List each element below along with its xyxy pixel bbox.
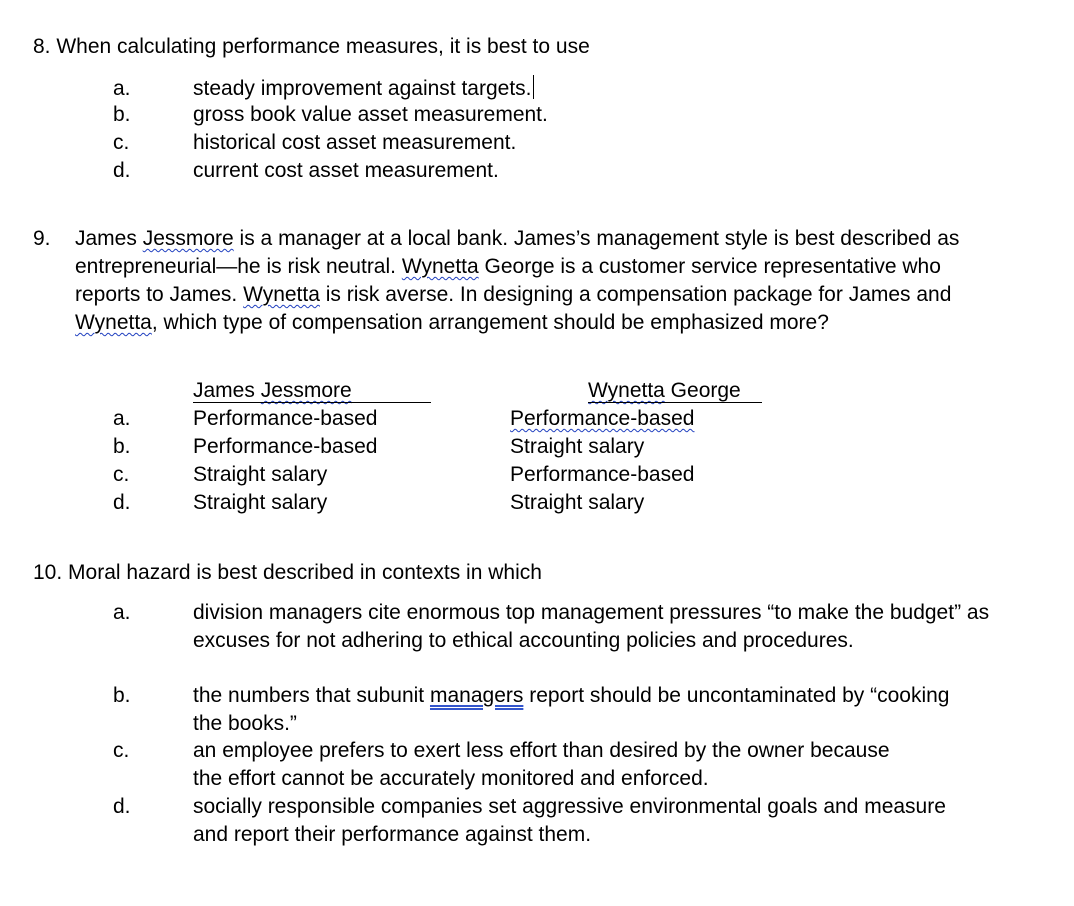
column-header-underline xyxy=(588,402,762,403)
spellcheck-word: Wynetta xyxy=(75,311,152,334)
q10-option-c-text: an employee prefers to exert less effort than desired by the owner because the effort cannot be accurately monitored and enforced. xyxy=(193,739,890,790)
q10-option-b-part: the numbers that subunit xyxy=(193,684,430,707)
q8-stem: 8. When calculating performance measures, it is best to use xyxy=(33,35,590,58)
q10-option-d-letter: d. xyxy=(113,795,131,818)
q10-option-b-part: report should be uncontaminated by “cooking the books.” xyxy=(193,684,950,735)
q8-option-a-letter: a. xyxy=(113,77,131,100)
q9-stem-part: George is a customer service representative who reports to James. xyxy=(75,255,941,306)
q8-option-a-text xyxy=(193,75,993,103)
q9-option-b-wynetta: Straight salary xyxy=(510,435,645,458)
spellcheck-word: Wynetta xyxy=(243,283,320,306)
column-header-underline xyxy=(193,402,431,403)
q8-option-b-text: gross book value asset measurement. xyxy=(193,103,548,126)
q9-stem xyxy=(75,225,975,337)
spellcheck-word: Wynetta xyxy=(588,379,665,402)
q9-option-c-letter: c. xyxy=(113,463,130,486)
q8-option-b-letter: b. xyxy=(113,103,131,126)
q9-option-d-letter: d. xyxy=(113,491,131,514)
q10-option-a-letter: a. xyxy=(113,601,131,624)
spellcheck-word: Wynetta xyxy=(401,255,479,278)
q9-option-d-wynetta: Straight salary xyxy=(510,491,645,514)
q9-option-c-wynetta: Performance-based xyxy=(510,463,695,486)
q10-option-b-letter: b. xyxy=(113,684,131,707)
q9-stem-part: James xyxy=(75,227,143,250)
q9-col2-header xyxy=(588,377,741,405)
spellcheck-word: Jessmore xyxy=(260,379,352,402)
q8-option-a-label: steady improvement against targets. xyxy=(193,77,532,100)
q9-option-a-wynetta: Performance-based xyxy=(510,407,695,430)
q10-stem: 10. Moral hazard is best described in contexts in which xyxy=(33,561,542,584)
spellcheck-word: Jessmore xyxy=(142,227,234,250)
q9-stem-part: is a manager at a local bank. James’s management style is best described as entrepreneurial—he is risk neutral. xyxy=(75,227,960,278)
q10-option-c-letter: c. xyxy=(113,739,130,762)
q10-option-d-text: socially responsible companies set aggressive environmental goals and measure and report their performance against them. xyxy=(193,795,946,846)
q9-option-d-james: Straight salary xyxy=(193,491,328,514)
q9-option-c-james: Straight salary xyxy=(193,463,328,486)
q9-stem-part: is risk averse. In designing a compensation package for James and xyxy=(319,283,952,306)
text-cursor xyxy=(533,75,535,99)
q10-option-a-text: division managers cite enormous top management pressures “to make the budget” as excuses for not adhering to ethical accounting policies and procedures. xyxy=(193,601,990,652)
grammar-flag-word: managers xyxy=(429,684,524,707)
q9-col1-header xyxy=(193,377,352,405)
q9-number: 9. xyxy=(33,227,51,250)
q10-option-b-text xyxy=(193,682,983,738)
q9-option-a-james: Performance-based xyxy=(193,407,378,430)
q9-stem-part: , which type of compensation arrangement should be emphasized more? xyxy=(151,311,829,334)
q9-option-a-letter: a. xyxy=(113,407,131,430)
q9-option-b-james: Performance-based xyxy=(193,435,378,458)
q8-option-d-text: current cost asset measurement. xyxy=(193,159,499,182)
q8-option-c-letter: c. xyxy=(113,131,130,154)
q9-option-b-letter: b. xyxy=(113,435,131,458)
q8-option-c-text: historical cost asset measurement. xyxy=(193,131,517,154)
q9-col1-header-first: James xyxy=(193,379,261,402)
q8-option-d-letter: d. xyxy=(113,159,131,182)
q9-col2-header-last: George xyxy=(664,379,741,402)
